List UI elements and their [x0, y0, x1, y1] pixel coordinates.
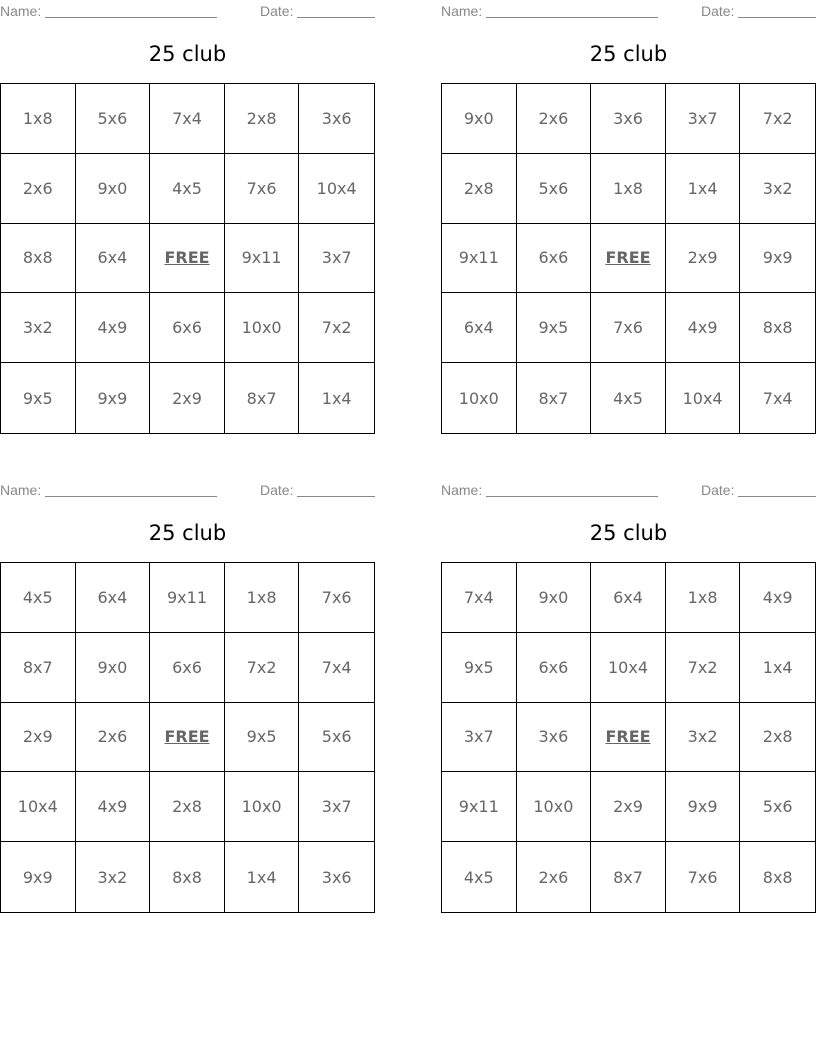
grid-cell: 8x7 — [591, 842, 666, 912]
card-title: 25 club — [148, 521, 227, 545]
grid-cell: 9x11 — [442, 224, 517, 294]
grid-cell: 9x9 — [1, 842, 76, 912]
grid-cell: 7x6 — [299, 563, 374, 633]
bingo-grid — [441, 83, 816, 434]
grid-cell: 10x4 — [1, 772, 76, 842]
bingo-card-3 — [0, 479, 375, 887]
grid-cell: 3x2 — [76, 842, 151, 912]
grid-cell: 3x7 — [299, 224, 374, 294]
grid-cell: 6x4 — [442, 293, 517, 363]
grid-cell: 9x9 — [666, 772, 741, 842]
grid-cell: 1x4 — [740, 633, 815, 703]
grid-cell: 8x8 — [740, 293, 815, 363]
grid-cell: 3x7 — [442, 703, 517, 773]
free-space: FREE — [150, 703, 225, 773]
name-label: Name: — [441, 482, 483, 498]
grid-cell: 9x9 — [76, 363, 151, 433]
grid-cell: 4x5 — [150, 154, 225, 224]
grid-cell: 9x0 — [76, 154, 151, 224]
grid-cell: 4x5 — [442, 842, 517, 912]
grid-cell: 8x7 — [1, 633, 76, 703]
grid-cell: 1x4 — [225, 842, 300, 912]
grid-cell: 10x0 — [442, 363, 517, 433]
grid-cell: 6x4 — [76, 563, 151, 633]
grid-cell: 7x2 — [666, 633, 741, 703]
grid-cell: 9x0 — [76, 633, 151, 703]
grid-cell: 4x5 — [1, 563, 76, 633]
grid-cell: 9x5 — [442, 633, 517, 703]
date-label: Date: — [260, 3, 294, 19]
grid-cell: 3x2 — [740, 154, 815, 224]
grid-cell: 7x4 — [150, 84, 225, 154]
grid-cell: 7x2 — [740, 84, 815, 154]
grid-cell: 7x4 — [299, 633, 374, 703]
grid-cell: 2x9 — [150, 363, 225, 433]
name-field[interactable] — [45, 482, 217, 497]
card-header — [441, 0, 816, 22]
grid-cell: 2x6 — [76, 703, 151, 773]
name-label: Name: — [441, 3, 483, 19]
grid-cell: 7x2 — [225, 633, 300, 703]
grid-cell: 2x8 — [150, 772, 225, 842]
bingo-grid — [0, 562, 375, 913]
card-title: 25 club — [589, 521, 668, 545]
grid-cell: 9x5 — [517, 293, 592, 363]
grid-cell: 2x9 — [1, 703, 76, 773]
free-space: FREE — [150, 224, 225, 294]
grid-cell: 8x8 — [1, 224, 76, 294]
grid-cell: 9x9 — [740, 224, 815, 294]
grid-cell: 7x6 — [225, 154, 300, 224]
grid-cell: 9x11 — [150, 563, 225, 633]
grid-cell: 9x0 — [517, 563, 592, 633]
grid-cell: 1x8 — [666, 563, 741, 633]
name-label: Name: — [0, 482, 42, 498]
grid-cell: 8x7 — [225, 363, 300, 433]
date-field[interactable] — [297, 3, 375, 18]
grid-cell: 9x0 — [442, 84, 517, 154]
free-space: FREE — [591, 703, 666, 773]
grid-cell: 6x6 — [150, 293, 225, 363]
grid-cell: 4x9 — [76, 293, 151, 363]
grid-cell: 9x5 — [225, 703, 300, 773]
grid-cell: 5x6 — [740, 772, 815, 842]
grid-cell: 2x8 — [442, 154, 517, 224]
name-field[interactable] — [486, 3, 658, 18]
bingo-card-1 — [0, 0, 375, 408]
date-field[interactable] — [297, 482, 375, 497]
grid-cell: 9x11 — [442, 772, 517, 842]
grid-cell: 10x0 — [225, 293, 300, 363]
grid-cell: 6x4 — [591, 563, 666, 633]
grid-cell: 6x4 — [76, 224, 151, 294]
card-header — [0, 0, 375, 22]
grid-cell: 4x5 — [591, 363, 666, 433]
grid-cell: 4x9 — [740, 563, 815, 633]
grid-cell: 3x7 — [299, 772, 374, 842]
grid-cell: 7x4 — [762, 388, 793, 408]
grid-cell: 10x0 — [225, 772, 300, 842]
grid-cell: 3x2 — [1, 293, 76, 363]
card-title: 25 club — [148, 42, 227, 66]
grid-cell: 5x6 — [76, 84, 151, 154]
grid-cell: 10x4 — [591, 633, 666, 703]
grid-cell: 8x7 — [517, 363, 592, 433]
grid-cell: 5x6 — [517, 154, 592, 224]
date-field[interactable] — [738, 482, 816, 497]
grid-cell: 5x6 — [299, 703, 374, 773]
grid-cell: 9x11 — [225, 224, 300, 294]
bingo-card-4 — [441, 479, 816, 887]
grid-cell: 7x6 — [666, 842, 741, 912]
grid-cell: 3x6 — [299, 84, 374, 154]
grid-cell: 6x6 — [150, 633, 225, 703]
date-label: Date: — [701, 3, 735, 19]
grid-cell: 2x8 — [225, 84, 300, 154]
grid-cell: 1x4 — [666, 154, 741, 224]
grid-cell: 10x4 — [299, 154, 374, 224]
grid-cell: 9x5 — [1, 363, 76, 433]
grid-cell: 4x9 — [76, 772, 151, 842]
grid-cell: 2x8 — [740, 703, 815, 773]
grid-cell: 2x6 — [517, 84, 592, 154]
grid-cell: 7x4 — [442, 563, 517, 633]
grid-cell: 10x4 — [666, 363, 741, 433]
grid-cell: 7x2 — [299, 293, 374, 363]
name-label: Name: — [0, 3, 42, 19]
grid-cell: 3x6 — [517, 703, 592, 773]
grid-cell: 1x4 — [321, 388, 352, 408]
date-label: Date: — [260, 482, 294, 498]
grid-cell: 2x9 — [666, 224, 741, 294]
bingo-grid — [0, 83, 375, 434]
grid-cell: 7x6 — [591, 293, 666, 363]
bingo-grid — [441, 562, 816, 913]
grid-cell: 1x8 — [1, 84, 76, 154]
grid-cell: 2x6 — [517, 842, 592, 912]
grid-cell: 3x2 — [666, 703, 741, 773]
grid-cell: 4x9 — [666, 293, 741, 363]
date-field[interactable] — [738, 3, 816, 18]
card-header — [0, 479, 375, 501]
free-space: FREE — [591, 224, 666, 294]
card-header — [441, 479, 816, 501]
grid-cell: 1x8 — [225, 563, 300, 633]
grid-cell: 3x6 — [321, 867, 352, 887]
grid-cell: 10x0 — [517, 772, 592, 842]
grid-cell: 1x8 — [591, 154, 666, 224]
grid-cell: 6x6 — [517, 224, 592, 294]
grid-cell: 2x9 — [591, 772, 666, 842]
grid-cell: 8x8 — [762, 867, 793, 887]
name-field[interactable] — [486, 482, 658, 497]
grid-cell: 3x6 — [591, 84, 666, 154]
grid-cell: 8x8 — [150, 842, 225, 912]
grid-cell: 6x6 — [517, 633, 592, 703]
card-title: 25 club — [589, 42, 668, 66]
date-label: Date: — [701, 482, 735, 498]
bingo-card-2 — [441, 0, 816, 408]
grid-cell: 3x7 — [666, 84, 741, 154]
name-field[interactable] — [45, 3, 217, 18]
grid-cell: 2x6 — [1, 154, 76, 224]
